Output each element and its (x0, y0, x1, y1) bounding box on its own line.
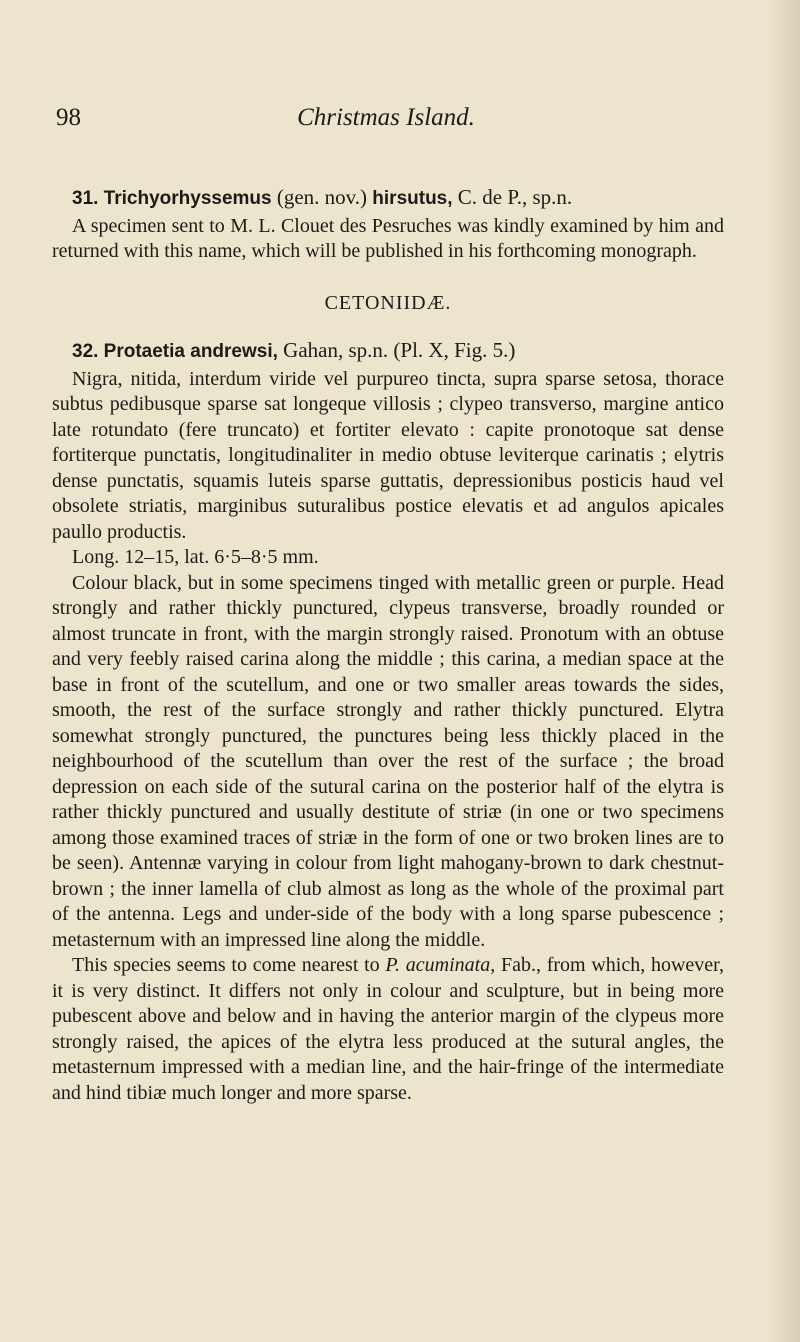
family-heading: CETONIIDÆ. (324, 291, 452, 314)
entry-31-authority: C. de P., sp.n. (457, 185, 573, 209)
entry-32-name: Protaetia andrewsi, (103, 341, 278, 362)
entry-32-heading (52, 338, 724, 365)
entry-32-authority: Gahan, sp.n. (283, 338, 389, 362)
entry-31-remark: (gen. nov.) (276, 185, 368, 209)
comparison-species: P. acuminata, (385, 954, 496, 976)
entry-31-paragraph: A specimen sent to M. L. Clouet des Pesruches was kindly examined by him and returned with this name, which will be published in his forthcoming monograph. (52, 214, 724, 262)
entry-31-genus: Trichyorhyssemus (103, 188, 272, 209)
entry-32-plate-ref: (Pl. X, Fig. 5.) (393, 338, 516, 362)
comparison-pre: This species seems to come nearest to (72, 954, 380, 976)
entry-32-number: 32. (72, 341, 99, 362)
entry-31-number: 31. (72, 188, 99, 209)
page-number: 98 (56, 104, 81, 131)
comparison-paragraph (52, 953, 724, 1106)
body-text (52, 185, 724, 1106)
entry-31-epithet: hirsutus, (372, 188, 453, 209)
page-header (56, 104, 716, 134)
measurements: Long. 12–15, lat. 6·5–8·5 mm. (72, 546, 319, 568)
running-title: Christmas Island. (297, 104, 475, 131)
comparison-post: Fab., from which, however, it is very distinct. It differs not only in colour and sculpture, but in being more pubescent above and below and in having the anterior margin of the clypeus more strongly raised, the apices of the elytra less produced at the sutural angles, the metasternum impressed with a median line, and the hair-fringe of the intermediate and hind tibiæ much longer and more sparse. (52, 954, 725, 1104)
latin-description: Nigra, nitida, interdum viride vel purpureo tincta, supra sparse setosa, thorace subtus pedibusque sparse sat longeque villosis ; clypeo transverso, margine antico late rotundato (fere truncato) et fortiter elevato : capite pronotoque sat dense fortiterque punctatis, longitudinaliter in medio obtuse leviterque carinatis ; elytris dense punctatis, squamis luteis sparse guttatis, depressionibus posticis haud vel obsolete striatis, marginibus suturalibus postice elevatis et ad angulos apicales paullo productis. (52, 367, 724, 543)
entry-31-heading (52, 185, 724, 212)
english-description: Colour black, but in some specimens tinged with metallic green or purple. Head strongly and rather thickly punctured, clypeus transverse, broadly rounded or almost truncate in front, with the margin strongly raised. Pronotum with an obtuse and very feebly raised carina along the middle ; this carina, a median space at the base in front of the scutellum, and one or two smaller areas towards the sides, smooth, the rest of the surface strongly and rather thickly punctured. Elytra somewhat strongly punctured, the punctures being less thickly placed in the neighbourhood of the scutellum than over the rest of the surface ; the broad depression on each side of the sutural carina on the posterior half of the elytra is rather thickly punctured and usually destitute of striæ (in one or two specimens among those examined traces of striæ in the form of one or two broken lines are to be seen). Antennæ varying in colour from light mahogany-brown to dark chestnut-brown ; the inner lamella of club almost as long as the whole of the proximal part of the antenna. Legs and under-side of the body with a long sparse pubescence ; metasternum with an impressed line along the middle. (52, 571, 724, 951)
